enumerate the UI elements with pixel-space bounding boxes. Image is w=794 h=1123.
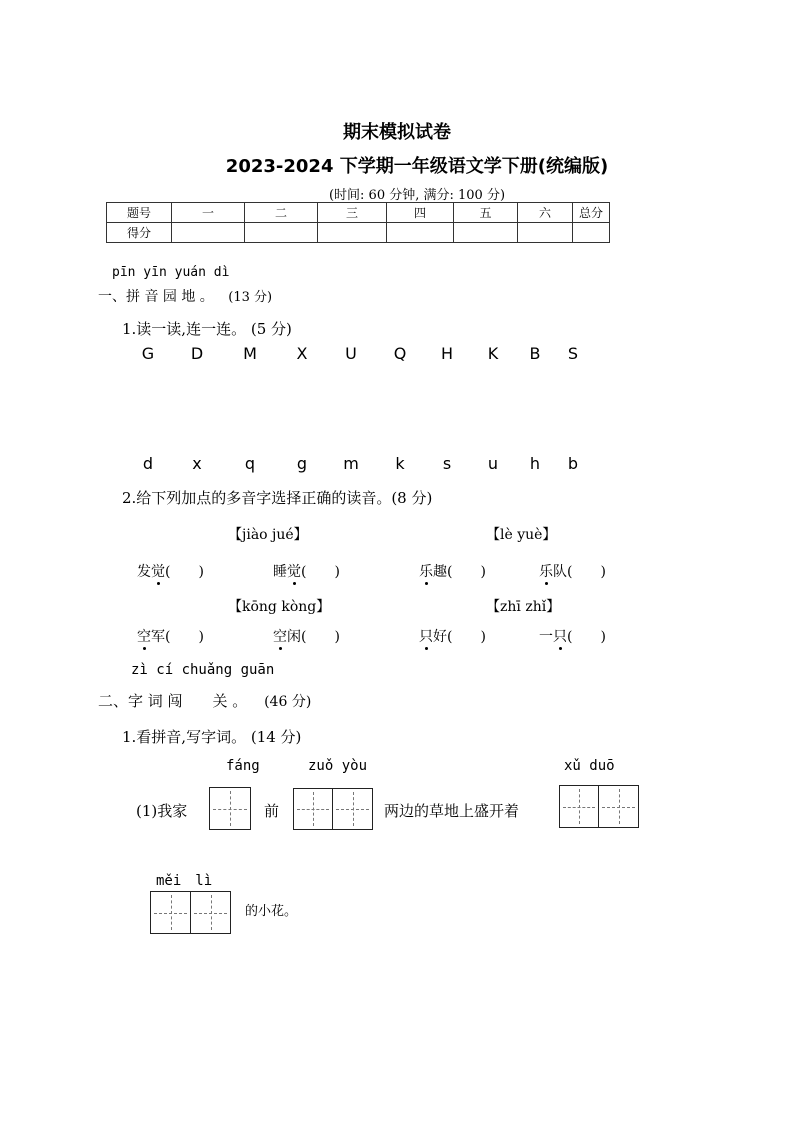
lowercase-letter[interactable]: m bbox=[343, 454, 359, 473]
writing-grid-zuoyou[interactable] bbox=[293, 788, 373, 830]
score-input-cell[interactable] bbox=[518, 223, 573, 243]
section2-heading bbox=[98, 690, 311, 711]
writing-cell[interactable] bbox=[599, 786, 638, 827]
line2-after-text: 的小花。 bbox=[245, 904, 298, 919]
lowercase-letter[interactable]: g bbox=[296, 454, 308, 473]
lowercase-letter[interactable]: k bbox=[395, 454, 405, 473]
item-suffix: ( ) bbox=[165, 564, 204, 580]
item-prefix: 睡 bbox=[273, 564, 287, 580]
score-row-label: 得分 bbox=[107, 223, 172, 243]
q1-instruction: 1.读一读,连一连。 (5 分) bbox=[122, 320, 292, 338]
uppercase-letter[interactable]: H bbox=[440, 344, 454, 363]
writing-cell[interactable] bbox=[151, 892, 191, 933]
item-suffix: 队( ) bbox=[553, 564, 606, 580]
word4-pinyin: měi lì bbox=[156, 873, 213, 889]
section2-heading-text: 二、字 词 闯 关 。 bbox=[98, 692, 248, 710]
writing-cell[interactable] bbox=[333, 789, 372, 829]
polyphone-pinyin: 【kōng kòng】 bbox=[228, 599, 331, 615]
dotted-char: 只 bbox=[419, 626, 433, 646]
uppercase-letter[interactable]: Q bbox=[393, 344, 407, 363]
polyphone-item[interactable] bbox=[273, 626, 340, 646]
writing-cell[interactable] bbox=[294, 789, 333, 829]
uppercase-letter[interactable]: B bbox=[529, 344, 541, 363]
polyphone-item[interactable] bbox=[273, 561, 340, 581]
score-table bbox=[106, 202, 610, 243]
section2-points: (46 分) bbox=[264, 694, 312, 710]
score-header-cell: 五 bbox=[454, 203, 518, 223]
score-input-cell[interactable] bbox=[245, 223, 318, 243]
polyphone-pinyin: 【zhī zhǐ】 bbox=[486, 599, 561, 615]
score-table-score-row bbox=[107, 223, 610, 243]
exam-subtitle: 2023-2024 下学期一年级语文学下册(统编版) bbox=[225, 156, 609, 177]
uppercase-letter[interactable]: X bbox=[296, 344, 308, 363]
word1-pinyin: fáng bbox=[226, 758, 260, 774]
polyphone-item[interactable] bbox=[419, 626, 486, 646]
section1-heading-text: 一、拼 音 园 地 。 bbox=[98, 289, 214, 305]
score-header-cell: 六 bbox=[518, 203, 573, 223]
score-table-header-row bbox=[107, 203, 610, 223]
lowercase-letter[interactable]: h bbox=[529, 454, 541, 473]
score-input-cell[interactable] bbox=[172, 223, 245, 243]
score-header-cell: 四 bbox=[387, 203, 454, 223]
lowercase-letter[interactable]: u bbox=[487, 454, 499, 473]
writing-cell[interactable] bbox=[210, 788, 250, 829]
line1-label: (1)我家 bbox=[136, 802, 188, 820]
polyphone-pinyin: 【lè yuè】 bbox=[486, 527, 557, 543]
uppercase-letter[interactable]: K bbox=[487, 344, 499, 363]
item-prefix: 发 bbox=[137, 564, 151, 580]
exam-title: 期末模拟试卷 bbox=[343, 122, 451, 143]
polyphone-pinyin: 【jiào jué】 bbox=[228, 527, 308, 543]
word3-pinyin: xǔ duō bbox=[564, 758, 615, 774]
dotted-char: 只 bbox=[553, 626, 567, 646]
writing-grid-fang[interactable] bbox=[209, 787, 251, 830]
item-suffix: 闲( ) bbox=[287, 629, 340, 645]
dotted-char: 觉 bbox=[151, 561, 165, 581]
item-suffix: ( ) bbox=[301, 564, 340, 580]
section2-pinyin: zì cí chuǎng guān bbox=[131, 662, 275, 678]
item-suffix: ( ) bbox=[567, 629, 606, 645]
lowercase-letter[interactable]: x bbox=[192, 454, 202, 473]
polyphone-item[interactable] bbox=[539, 561, 606, 581]
writing-grid-xuduo[interactable] bbox=[559, 785, 639, 828]
item-suffix: 趣( ) bbox=[433, 564, 486, 580]
writing-cell[interactable] bbox=[560, 786, 599, 827]
score-input-cell[interactable] bbox=[387, 223, 454, 243]
score-header-cell: 三 bbox=[318, 203, 387, 223]
item-suffix: 好( ) bbox=[433, 629, 486, 645]
polyphone-item[interactable] bbox=[137, 626, 204, 646]
word2-pinyin: zuǒ yòu bbox=[308, 758, 368, 774]
uppercase-letter[interactable]: G bbox=[141, 344, 155, 363]
dotted-char: 乐 bbox=[539, 561, 553, 581]
s2-q1-instruction: 1.看拼音,写字词。 (14 分) bbox=[122, 728, 302, 746]
dotted-char: 觉 bbox=[287, 561, 301, 581]
line1-mid-text: 前 bbox=[264, 802, 280, 820]
dotted-char: 空 bbox=[137, 626, 151, 646]
item-prefix: 一 bbox=[539, 629, 553, 645]
q2-instruction: 2.给下列加点的多音字选择正确的读音。(8 分) bbox=[122, 489, 433, 507]
polyphone-item[interactable] bbox=[137, 561, 204, 581]
uppercase-letter[interactable]: U bbox=[345, 344, 357, 363]
section1-heading bbox=[98, 286, 272, 306]
section1-points: (13 分) bbox=[228, 290, 273, 305]
lowercase-letter[interactable]: q bbox=[244, 454, 256, 473]
uppercase-letter[interactable]: S bbox=[567, 344, 579, 363]
uppercase-letter[interactable]: M bbox=[243, 344, 257, 363]
score-input-cell[interactable] bbox=[573, 223, 610, 243]
score-header-cell: 一 bbox=[172, 203, 245, 223]
section1-pinyin: pīn yīn yuán dì bbox=[112, 265, 230, 280]
writing-grid-meili[interactable] bbox=[150, 891, 231, 934]
line1-after-text: 两边的草地上盛开着 bbox=[384, 802, 520, 820]
score-input-cell[interactable] bbox=[318, 223, 387, 243]
score-input-cell[interactable] bbox=[454, 223, 518, 243]
score-header-cell: 题号 bbox=[107, 203, 172, 223]
lowercase-letter[interactable]: d bbox=[142, 454, 154, 473]
lowercase-letter[interactable]: b bbox=[567, 454, 579, 473]
polyphone-item[interactable] bbox=[539, 626, 606, 646]
writing-cell[interactable] bbox=[191, 892, 230, 933]
score-header-cell: 二 bbox=[245, 203, 318, 223]
lowercase-letter[interactable]: s bbox=[442, 454, 452, 473]
dotted-char: 空 bbox=[273, 626, 287, 646]
uppercase-letter[interactable]: D bbox=[190, 344, 204, 363]
score-header-cell: 总分 bbox=[573, 203, 610, 223]
polyphone-item[interactable] bbox=[419, 561, 486, 581]
dotted-char: 乐 bbox=[419, 561, 433, 581]
time-info: (时间: 60 分钟, 满分: 100 分) bbox=[328, 188, 506, 203]
item-suffix: 军( ) bbox=[151, 629, 204, 645]
